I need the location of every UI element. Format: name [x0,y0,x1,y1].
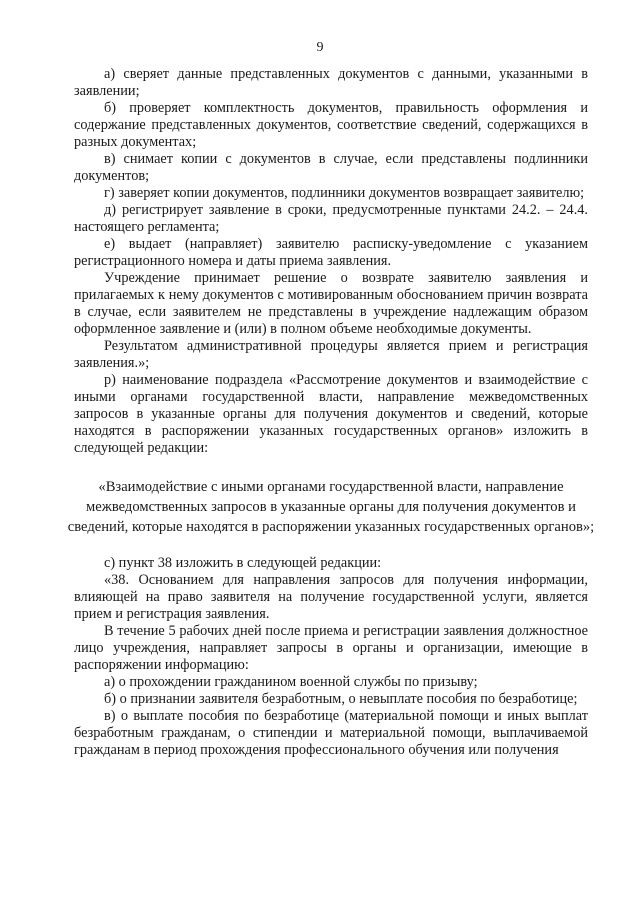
paragraph-item-g: г) заверяет копии документов, подлинники документов возвращает заявителю; [104,185,585,201]
paragraph-item-s: с) пункт 38 изложить в следующей редакции: [104,555,382,571]
paragraph-procedure-result: Результатом административной процедуры является прием и регистрация заявления.»; [74,338,588,371]
paragraph-five-days: В течение 5 рабочих дней после приема и регистрации заявления должностное лицо учреждения, направляет запросы в органы и организации, имеющие в распоряжении информацию: [74,623,588,673]
paragraph-info-v: в) о выплате пособия по безработице (материальной помощи и иных выплат безработным гражданам, о стипендии и материальной помощи, выплачиваемой гражданам в период прохождения профессионального обучения или получения [74,708,588,758]
paragraph-item-a: а) сверяет данные представленных документов с данными, указанными в заявлении; [74,66,588,99]
page-number: 9 [316,40,324,55]
paragraph-item-r: р) наименование подраздела «Рассмотрение документов и взаимодействие с иными органами государственной власти, направление межведомственных запросов в указанные органы для получения документов и сведений, которые находятся в распоряжении указанных государственных органов» изложить в следующей редакции: [74,372,588,456]
document-body [67,66,595,759]
subsection-heading: «Взаимодействие с иными органами государственной власти, направление межведомственных запросов в указанные органы для получения документов и сведений, которые находятся в распоряжении указанных государственных органов»; [67,479,595,535]
paragraph-point-38: «38. Основанием для направления запросов для получения информации, влияющей на право заявителя на получение государственной услуги, является прием и регистрация заявления. [74,572,588,622]
paragraph-item-e: е) выдает (направляет) заявителю расписку-уведомление с указанием регистрационного номера и даты приема заявления. [74,236,588,269]
paragraph-info-a: а) о прохождении гражданином военной службы по призыву; [104,674,478,690]
paragraph-item-v: в) снимает копии с документов в случае, если представлены подлинники документов; [74,151,588,184]
paragraph-item-d: д) регистрирует заявление в сроки, предусмотренные пунктами 24.2. – 24.4. настоящего регламента; [74,202,588,235]
paragraph-info-b: б) о признании заявителя безработным, о невыплате пособия по безработице; [104,691,578,707]
paragraph-item-b: б) проверяет комплектность документов, правильность оформления и содержание представленных документов, соответствие сведений, содержащихся в разных документах; [74,100,588,150]
paragraph-return-decision: Учреждение принимает решение о возврате заявителю заявления и прилагаемых к нему документов с мотивированным обоснованием причин возврата в случае, если заявителем не представлены в учреждение надлежащим образом оформленное заявление и (или) в полном объеме необходимые документы. [74,270,588,337]
